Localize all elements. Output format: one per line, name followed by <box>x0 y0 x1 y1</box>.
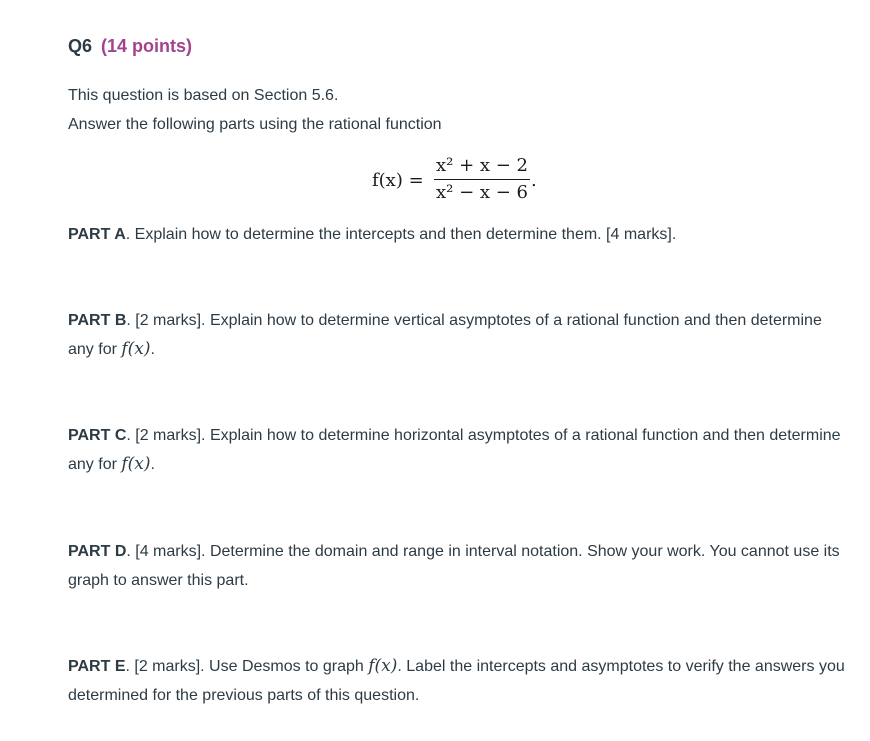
part-d <box>68 537 848 595</box>
question-points: (14 points) <box>101 36 193 56</box>
part-c-text-end: . <box>150 456 155 473</box>
part-c-function: f(x) <box>121 454 151 474</box>
part-b-text: . [2 marks]. Explain how to determine vertical asymptotes of a rational function and then determine any for <box>68 312 822 358</box>
intro-instruction: Answer the following parts using the rational function <box>68 116 442 133</box>
part-b-function: f(x) <box>121 339 151 359</box>
formula-denominator: x² − x − 6 <box>435 182 529 203</box>
part-d-text: . [4 marks]. Determine the domain and range in interval notation. Show your work. You cannot use its graph to answer this part. <box>68 543 840 589</box>
part-a-text: . Explain how to determine the intercepts and then determine them. [4 marks]. <box>125 226 677 243</box>
fraction-bar <box>434 179 530 180</box>
formula-numerator: x² + x − 2 <box>435 155 529 176</box>
question-header <box>68 36 192 57</box>
part-c-label: PART C <box>68 427 127 444</box>
part-e-text: . [2 marks]. Use Desmos to graph <box>125 658 369 675</box>
formula-period: . <box>531 170 537 191</box>
part-d-label: PART D <box>68 543 127 560</box>
part-b-label: PART B <box>68 312 127 329</box>
formula-fraction <box>434 154 530 205</box>
part-a <box>68 220 848 249</box>
part-e-label: PART E <box>68 658 126 675</box>
intro-section-reference: This question is based on Section 5.6. <box>68 87 339 104</box>
part-c-text: . [2 marks]. Explain how to determine horizontal asymptotes of a rational function and then determine any for <box>68 427 841 473</box>
part-b <box>68 306 848 364</box>
formula-lhs: f(x) = <box>372 170 424 191</box>
part-a-label: PART A <box>68 226 126 243</box>
part-e-text-end: . Label the intercepts and asymptotes to verify the answers you determined for the previous parts of this question. <box>68 658 845 704</box>
part-c <box>68 421 848 479</box>
question-number: Q6 <box>68 36 93 56</box>
part-b-text-end: . <box>150 341 155 358</box>
part-e <box>68 652 848 710</box>
part-e-function: f(x) <box>368 656 398 676</box>
